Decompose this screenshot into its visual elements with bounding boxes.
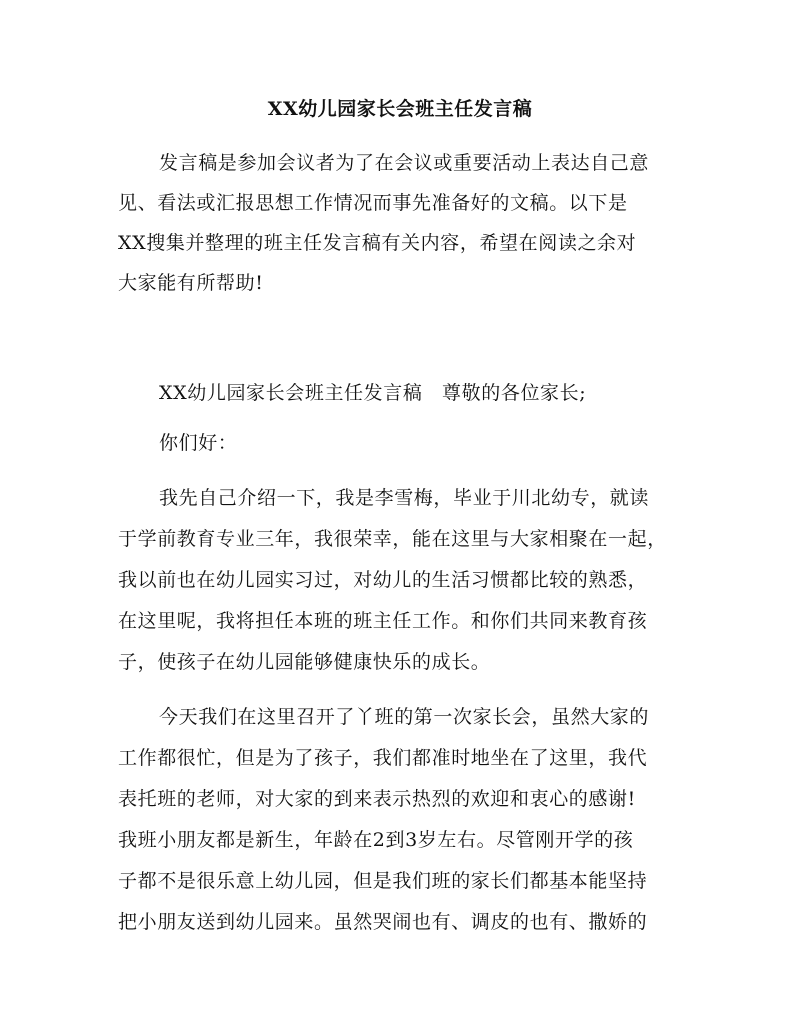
paragraph-2-line-5: 子都不是很乐意上幼儿园，但是我们班的家长们都基本能坚持 [118, 870, 648, 892]
paragraph-1-line-4: 在这里呢，我将担任本班的班主任工作。和你们共同来教育孩 [118, 610, 648, 632]
paragraph-1-line-3: 我以前也在幼儿园实习过，对幼儿的生活习惯都比较的熟悉， [118, 569, 648, 591]
intro-line-4: 大家能有所帮助! [118, 272, 264, 294]
paragraph-1-line-5: 子，使孩子在幼儿园能够健康快乐的成长。 [118, 651, 491, 673]
speech-heading: XX幼儿园家长会班主任发言稿 尊敬的各位家长; [159, 382, 587, 404]
intro-line-1: 发言稿是参加会议者为了在会议或重要活动上表达自己意 [159, 152, 650, 174]
paragraph-2-line-6: 把小朋友送到幼儿园来。虽然哭闹也有、调皮的也有、撒娇的 [118, 911, 648, 933]
paragraph-1-line-2: 于学前教育专业三年，我很荣幸，能在这里与大家相聚在一起， [118, 528, 667, 550]
greeting: 你们好： [159, 432, 238, 454]
paragraph-2-line-3: 表托班的老师，对大家的到来表示热烈的欢迎和衷心的感谢! [118, 788, 636, 810]
paragraph-2-line-2: 工作都很忙，但是为了孩子，我们都准时地坐在了这里，我代 [118, 747, 648, 769]
intro-line-2: 见、看法或汇报思想工作情况而事先准备好的文稿。以下是 [118, 192, 628, 214]
paragraph-2-line-1: 今天我们在这里召开了丫班的第一次家长会，虽然大家的 [159, 706, 650, 728]
intro-line-3: XX搜集并整理的班主任发言稿有关内容，希望在阅读之余对 [118, 232, 637, 254]
paragraph-1-line-1: 我先自己介绍一下，我是李雪梅，毕业于川北幼专，就读 [159, 487, 650, 509]
paragraph-2-line-4: 我班小朋友都是新生，年龄在2到3岁左右。尽管刚开学的孩 [118, 829, 634, 851]
document-title: XX幼儿园家长会班主任发言稿 [267, 98, 533, 120]
